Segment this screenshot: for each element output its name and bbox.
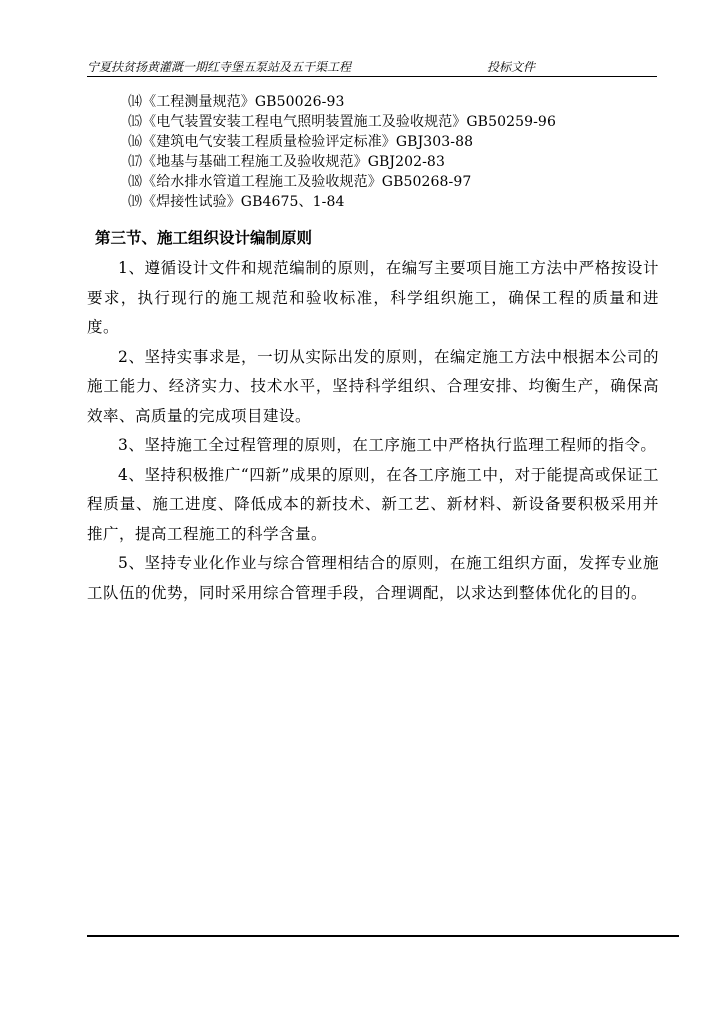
reference-item: ⒃《建筑电气安装工程质量检验评定标准》GBJ303-88 [128,134,474,150]
header-doc-type: 投标文件 [487,60,536,74]
section-body [87,254,659,608]
reference-item: ⒅《给水排水管道工程施工及验收规范》GB50268-97 [128,174,472,190]
reference-item: ⒁《工程测量规范》GB50026-93 [128,94,345,110]
principle-paragraph: 3、坚持施工全过程管理的原则，在工序施工中严格执行监理工程师的指令。 [118,436,657,454]
principle-paragraph: 2、坚持实事求是，一切从实际出发的原则，在编定施工方法中根据本公司的施工能力、经济实力、技术水平，坚持科学组织、合理安排、均衡生产，确保高效率、高质量的完成项目建设。 [87,347,659,425]
principle-paragraph: 4、坚持积极推广“四新”成果的原则，在各工序施工中，对于能提高或保证工程质量、施工进度、降低成本的新技术、新工艺、新材料、新设备要积极采用并推广，提高工程施工的科学含量。 [87,465,659,543]
footer-rule [87,935,679,937]
header-rule [87,76,657,77]
section-heading: 第三节、施工组织设计编制原则 [95,229,313,247]
principle-paragraph: 5、坚持专业化作业与综合管理相结合的原则，在施工组织方面，发挥专业施工队伍的优势，同时采用综合管理手段，合理调配，以求达到整体优化的目的。 [87,554,659,602]
page-header [87,60,657,74]
reference-item: ⒂《电气装置安装工程电气照明装置施工及验收规范》GB50259-96 [128,114,556,130]
reference-item: ⒆《焊接性试验》GB4675、1-84 [128,194,345,210]
reference-list [128,92,668,212]
reference-item: ⒄《地基与基础工程施工及验收规范》GBJ202-83 [128,154,445,170]
principle-paragraph: 1、遵循设计文件和规范编制的原则，在编写主要项目施工方法中严格按设计要求，执行现行的施工规范和验收标准，科学组织施工，确保工程的质量和进度。 [87,259,659,336]
header-project-title: 宁夏扶贫扬黄灌溉一期红寺堡五泵站及五干渠工程 [87,60,352,74]
